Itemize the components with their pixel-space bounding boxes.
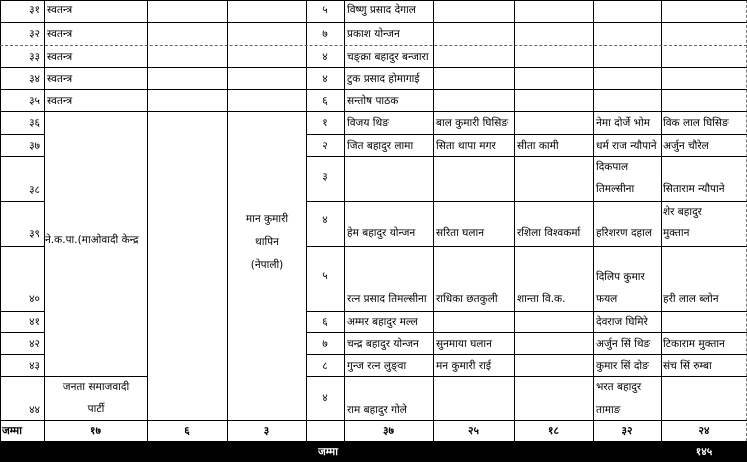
ward-cell: १ (322, 117, 328, 129)
row-number: ३६ (29, 117, 40, 129)
candidate-cell: गुन्ज रत्न लुङ्वा (347, 360, 407, 372)
candidate-cell: राम बहादुर गोले (347, 404, 407, 416)
ward-cell: ६ (322, 316, 328, 328)
total-value: ३ (263, 425, 270, 437)
party-cell: स्वतन्त्र (47, 73, 73, 85)
candidate-cell: जित बहादुर लामा (347, 140, 414, 152)
row-number: ३३ (29, 51, 40, 63)
candidate-cell: चन्द्र बहादुर योन्जन (347, 338, 419, 350)
candidate-cell: कुमार सिं दोङ (596, 360, 649, 372)
candidate-cell: नेमा दोर्जे भोम (596, 117, 650, 129)
ward-cell: ६ (322, 95, 328, 107)
ward-cell: ४ (322, 51, 328, 63)
candidate-cell: मुक्तान (663, 227, 690, 239)
candidate-cell: संच सिं रुम्बा (663, 360, 712, 372)
candidate-cell: बाल कुमारी घिसिङ (436, 117, 509, 129)
ward-cell: ५ (322, 270, 328, 282)
total-value: १८ (548, 425, 559, 437)
candidate-cell: टिकाराम मुक्तान (663, 338, 725, 350)
candidate-name-line1: मान कुमारी (245, 213, 289, 225)
ward-cell: ७ (322, 28, 328, 40)
candidate-cell: तिमल्सीना (596, 183, 635, 195)
candidate-cell: शेर बहादुर (663, 206, 702, 218)
candidate-cell: हेम बहादुर योन्जन (347, 227, 416, 239)
candidate-cell: टुक प्रसाद होमागाई (347, 73, 420, 85)
candidate-cell: प्रकाश योन्जन (347, 28, 400, 40)
candidate-cell: सुनमाया घलान (436, 338, 492, 350)
ward-cell: ३ (322, 171, 328, 183)
row-number: ४४ (29, 404, 40, 416)
row-number: ३४ (29, 73, 40, 85)
row-number: ४२ (29, 338, 40, 350)
candidate-cell: रशिला विश्वकर्मा (517, 227, 581, 239)
grand-total-value: १४५ (695, 446, 713, 458)
row-number: ४३ (29, 360, 40, 372)
total-value: २५ (468, 425, 479, 437)
row-number: ३८ (29, 184, 40, 196)
total-value: १७ (90, 425, 101, 437)
candidate-party-line: (नेपाली) (250, 259, 284, 271)
candidate-cell: विष्णु प्रसाद देगाल (347, 4, 416, 16)
row-number: ३७ (29, 140, 40, 152)
row-number: ३१ (29, 4, 40, 16)
ward-cell: ७ (322, 338, 328, 350)
party-jsp-line2: पार्टी (87, 403, 105, 415)
candidate-cell: हरिशरण दहाल (596, 227, 652, 239)
row-number: ३९ (29, 228, 40, 240)
candidate-cell: दिकपाल (596, 161, 629, 173)
candidate-cell: चङ्क्रा बहादुर बन्जारा (347, 51, 429, 63)
total-value: ३२ (621, 425, 633, 437)
party-cell: स्वतन्त्र (47, 28, 73, 40)
row-number: ३५ (29, 95, 40, 107)
ward-cell: ५ (322, 4, 328, 16)
row-number: ३२ (29, 28, 40, 40)
ward-cell: ४ (322, 214, 328, 226)
candidate-cell: सन्तोष पाठक (347, 95, 399, 107)
candidate-cell: शान्ता वि.क. (517, 293, 566, 305)
party-jsp-line1: जनता समाजवादी (62, 381, 130, 393)
party-ncp-cell: ने.क.पा.(माओवादी केन्द्र (45, 234, 139, 246)
grand-total-label: जम्मा (318, 446, 338, 458)
total-value: ६ (184, 425, 190, 437)
candidate-cell: अर्जुन सिं थिङ (596, 338, 651, 350)
candidate-cell: सीता कामी (517, 140, 559, 152)
candidate-cell: अर्जुन चौरेल (663, 140, 709, 152)
party-cell: स्वतन्त्र (47, 51, 73, 63)
candidate-cell: सिताराम न्यौपाने (663, 183, 725, 195)
candidate-cell: धर्म राज न्यौपाने (596, 140, 657, 152)
ward-cell: २ (322, 140, 328, 152)
candidate-cell: अम्मर बहादुर मल्ल (347, 316, 418, 328)
candidate-cell: विक लाल घिसिङ (663, 117, 729, 129)
candidate-cell: तामाङ (596, 404, 621, 416)
candidate-cell: राधिका छतकुली (436, 293, 498, 305)
ward-cell: ४ (322, 73, 328, 85)
ward-cell: ८ (322, 360, 328, 372)
totals-label: जम्मा (2, 425, 22, 437)
candidate-cell: रत्न प्रसाद तिमल्सीना (347, 293, 427, 305)
candidate-cell: सिता थापा मगर (436, 140, 496, 152)
candidate-cell: हरी लाल ब्लोन (663, 293, 719, 305)
row-number: ४० (29, 293, 40, 305)
candidate-cell: फयल (596, 293, 618, 305)
total-value: २४ (698, 425, 710, 437)
candidate-cell: दिलिप कुमार (596, 271, 645, 283)
party-cell: स्वतन्त्र (47, 95, 73, 107)
candidate-cell: विजय थिङ (347, 117, 389, 129)
ward-cell: ४ (322, 392, 328, 404)
candidate-cell: सरिता घलान (436, 227, 485, 239)
row-number: ४१ (29, 316, 40, 328)
candidate-cell: भरत बहादुर (596, 381, 642, 393)
party-cell: स्वतन्त्र (47, 4, 73, 16)
candidate-cell: मन कुमारी राई (436, 360, 492, 372)
candidate-cell: देवराज घिमिरे (596, 316, 648, 328)
candidate-name-line2: थापिन (255, 236, 279, 248)
total-value: ३७ (383, 425, 394, 437)
